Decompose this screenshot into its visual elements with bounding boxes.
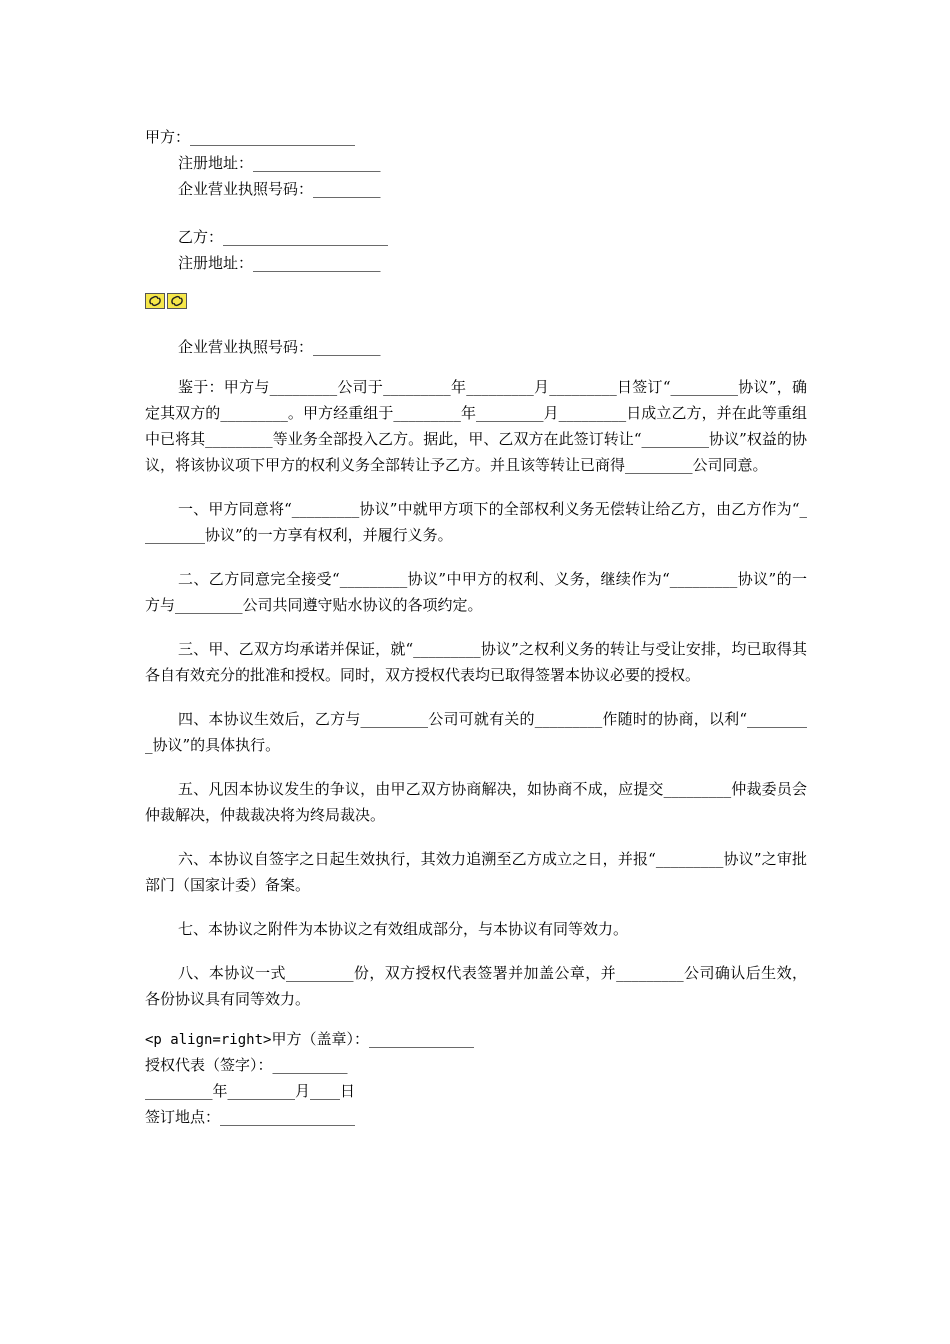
clause-7: 七、本协议之附件为本协议之有效组成部分，与本协议有同等效力。 [178,920,629,938]
spacer [145,360,807,374]
spacer [145,202,807,224]
authorized-representative: 授权代表（签字）：__________ [145,1056,348,1074]
clause-6: 六、本协议自签字之日起生效执行，其效力追溯至乙方成立之日，并报“_________协议”之审批部门（国家计委）备案。 [145,850,807,894]
clause-1: 一、甲方同意将“_________协议”中就甲方项下的全部权利义务无偿转让给乙方，由乙方作为“_________协议”的一方享有权利，并履行义务。 [145,500,807,544]
spacer [145,312,807,334]
signature-block [145,1026,807,1130]
clause-4: 四、本协议生效后，乙方与_________公司可就有关的_________作随时的协商，以利“_________协议”的具体执行。 [145,710,807,754]
signature-party-a [145,1026,807,1052]
contract-document [145,124,807,1130]
party-a-license-number: 企业营业执照号码：_________ [178,180,381,198]
clause-8: 八、本协议一式_________份，双方授权代表签署并加盖公章，并_________公司确认后生效，各份协议具有同等效力。 [145,964,807,1008]
party-a-line: 甲方：______________________ [145,128,356,146]
link-icon[interactable] [167,293,187,309]
spacer [145,276,807,290]
signing-location: 签订地点：__________________ [145,1108,356,1126]
party-b-line: 乙方：______________________ [178,228,389,246]
party-a-registered-address: 注册地址：_________________ [178,154,381,172]
clause-3: 三、甲、乙双方均承诺并保证，就“_________协议”之权利义务的转让与受让安排，均已取得其各自有效充分的批准和授权。同时，双方授权代表均已取得签署本协议必要的授权。 [145,640,807,684]
signing-date: _________年_________月____日 [145,1082,356,1100]
clause-5: 五、凡因本协议发生的争议，由甲乙双方协商解决，如协商不成，应提交_________仲裁委员会仲裁解决，仲裁裁决将为终局裁决。 [145,780,807,824]
clause-recital: 鉴于：甲方与_________公司于_________年_________月_________日签订“_________协议”，确定其双方的_________。甲方经重组于_________年_________月_________日成立乙方，并在此等重组中已将其_________等业务全部投入乙方。据此，甲、乙双方在此签订转让“_________协议”权益的协议，将该协议项下甲方的权利义务全部转让予乙方。并且该等转让已商得_________公司同意。 [145,378,807,474]
spacer [145,1012,807,1026]
raw-html-fragment: <p align=right> [145,1032,272,1048]
party-b-registered-address: 注册地址：_________________ [178,254,381,272]
clause-2: 二、乙方同意完全接受“_________协议”中甲方的权利、义务，继续作为“_________协议”的一方与_________公司共同遵守贴水协议的各项约定。 [145,570,807,614]
party-a-seal-label: 甲方（盖章）：______________ [271,1030,474,1048]
link-icon[interactable] [145,293,165,309]
embedded-icons [145,290,807,312]
party-b-license-number: 企业营业执照号码：_________ [178,338,381,356]
clauses [145,374,807,1012]
